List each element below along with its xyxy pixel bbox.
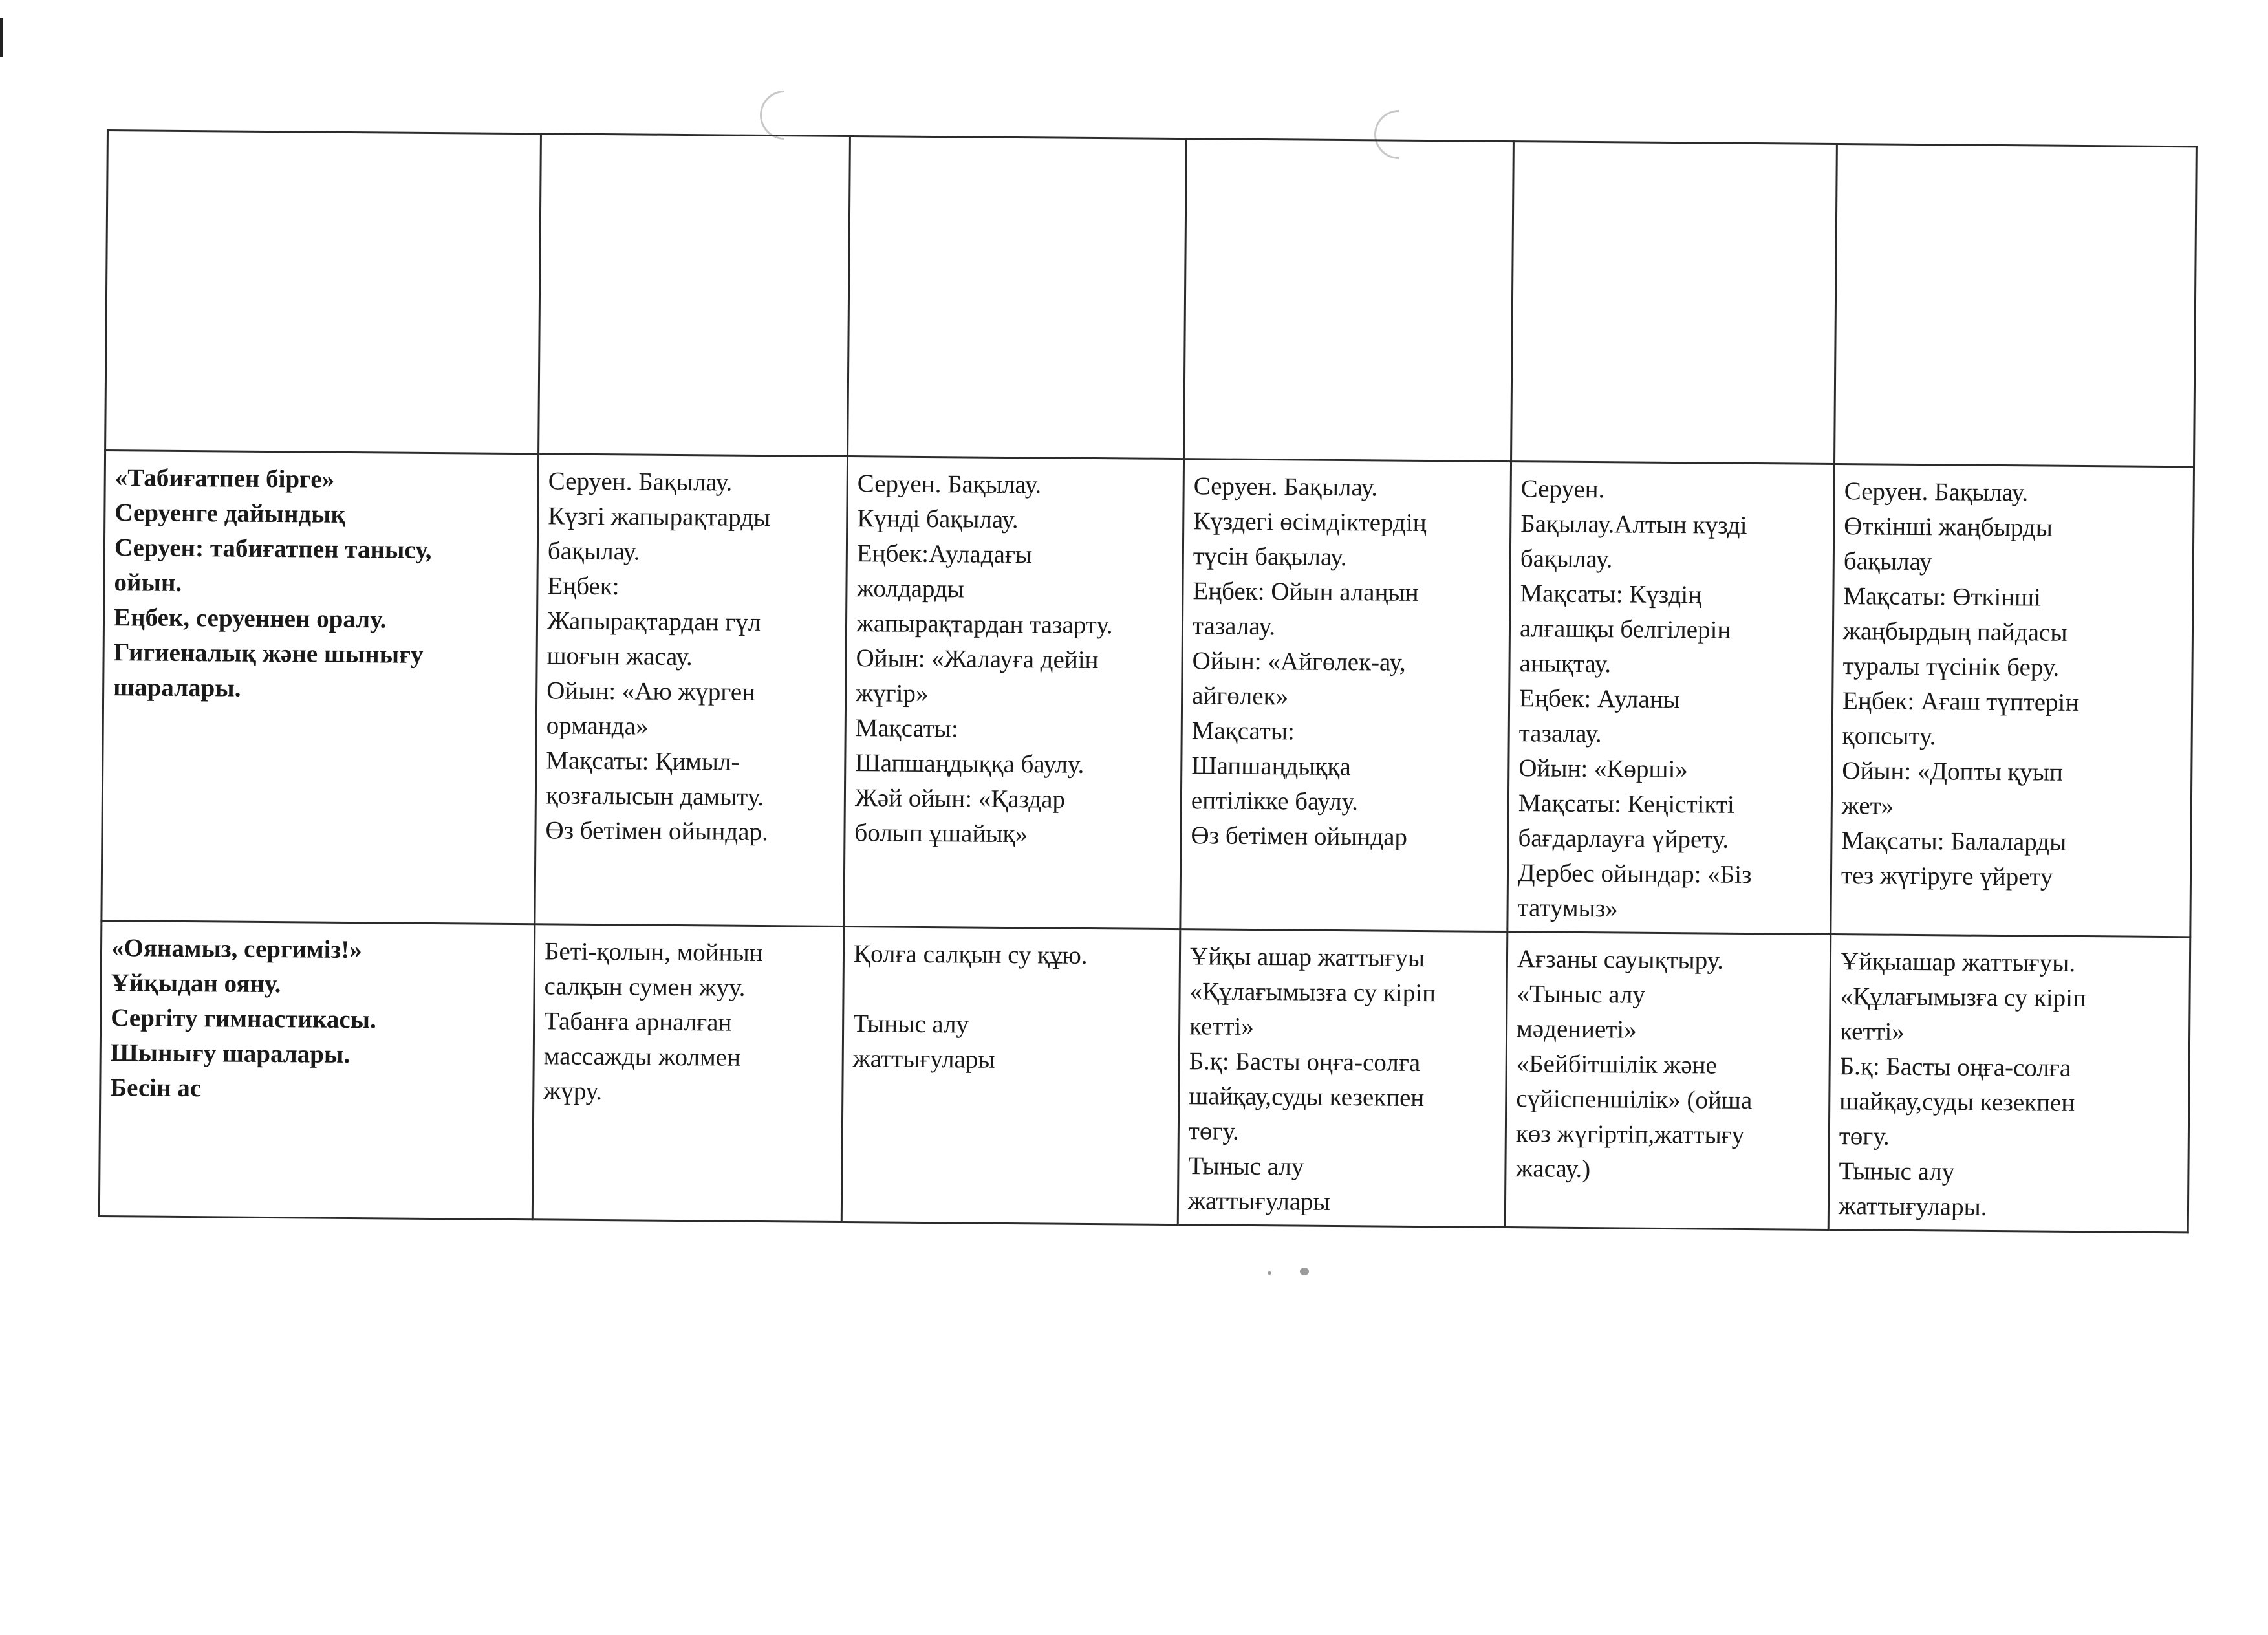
cell-line: кетті»: [1189, 1012, 1255, 1041]
cell-line: Ойын: «Айгөлек-ау,: [1192, 647, 1406, 677]
cell-line: шаралары.: [113, 673, 241, 702]
cell-line: Сергіту гимнастикасы.: [111, 1004, 376, 1034]
day-cell: [539, 134, 850, 457]
cell-line: төгу.: [1839, 1122, 1890, 1151]
cell-line: Мақсаты: Өткінші: [1843, 582, 2042, 612]
cell-line: көз жүгіртіп,жаттығу: [1515, 1120, 1745, 1149]
day-cell: [1184, 139, 1514, 462]
cell-line: «Бейбітшілік және: [1516, 1050, 1717, 1079]
cell-line: Күнді бақылау.: [857, 504, 1019, 534]
cell-line: жаттығулары: [852, 1045, 995, 1074]
day-cell: [532, 924, 844, 1222]
cell-line: бақылау.: [547, 537, 640, 566]
cell-line: Ойын: «Аю жүрген: [546, 677, 756, 706]
day-cell: [1178, 929, 1507, 1228]
cell-line: Еңбек:Ауладағы: [856, 539, 1033, 569]
cell-line: жүру.: [543, 1077, 603, 1106]
row-heading-cell: [105, 131, 541, 454]
cell-line: шоғын жасау.: [546, 642, 693, 671]
cell-line: «Тыныс алу: [1517, 980, 1646, 1009]
cell-line: Еңбек: Ағаш түптерін: [1842, 687, 2079, 717]
row-heading-cell: [99, 920, 535, 1219]
scan-speck: [1300, 1268, 1309, 1275]
cell-line: бақылау.: [1520, 545, 1613, 574]
cell-line: [853, 971, 1169, 1009]
cell-line: Серуен: табиғатпен танысу,: [114, 534, 432, 564]
cell-line: Өз бетімен ойындар.: [545, 816, 768, 847]
cell-line: Ағзаны сауықтыру.: [1517, 945, 1724, 975]
table-row-walk: [102, 450, 2194, 937]
cell-line: Еңбек, серуеннен оралу.: [113, 603, 387, 634]
cell-line: жасау.): [1515, 1154, 1591, 1184]
cell-line: Ұйқы ашар жаттығуы: [1189, 942, 1425, 973]
cell-line: болып ұшайық»: [854, 819, 1028, 849]
cell-line: шайқау,суды кезекпен: [1839, 1087, 2075, 1117]
cell-line: тез жүгіруге үйрету: [1841, 861, 2053, 891]
cell-line: Күзгі жапырақтарды: [548, 502, 771, 532]
cell-line: Ойын: «Көрші»: [1518, 754, 1689, 784]
cell-line: Жапырақтардан гүл: [546, 607, 761, 636]
plan-sheet: [98, 129, 2196, 1233]
cell-line: бағдарлауға үйрету.: [1518, 824, 1729, 854]
cell-line: тазалау.: [1192, 612, 1276, 641]
cell-line: Серуен.: [1520, 475, 1605, 504]
table-row-empty: [105, 131, 2197, 467]
cell-line: Гигиеналық және шынығу: [113, 638, 424, 669]
cell-line: Жәй ойын: «Қаздар: [854, 784, 1066, 814]
cell-line: Ойын: «Допты қуып: [1842, 757, 2064, 786]
cell-line: орманда»: [546, 711, 649, 741]
day-cell: [1505, 932, 1831, 1230]
cell-line: Серуен. Бақылау.: [1193, 472, 1378, 502]
cell-line: жүгір»: [856, 679, 929, 708]
cell-line: Ойын: «Жалауға дейін: [856, 644, 1099, 675]
cell-line: жолдарды: [856, 574, 965, 603]
cell-line: Мақсаты:: [1191, 717, 1295, 746]
daily-plan-table: [98, 129, 2198, 1233]
cell-line: Мақсаты: Қимыл-: [546, 746, 740, 776]
cell-line: Мақсаты: Кеңістікті: [1518, 789, 1734, 819]
cell-line: Беті-қолын, мойнын: [544, 937, 763, 968]
cell-line: алғашқы белгілерін: [1519, 614, 1731, 644]
cell-line: Тыныс алу: [1839, 1157, 1955, 1186]
cell-line: Өз бетімен ойындар: [1191, 821, 1408, 851]
cell-line: Мақсаты: Балаларды: [1841, 827, 2067, 856]
cell-line: Мақсаты:: [855, 714, 959, 743]
cell-line: «Құлағымызға су кіріп: [1189, 977, 1436, 1008]
cell-line: қопсыту.: [1842, 722, 1936, 751]
day-cell: [1180, 459, 1511, 932]
cell-line: Серуен. Бақылау.: [1844, 477, 2029, 507]
table-row-wake: [99, 920, 2190, 1232]
cell-line: Дербес ойындар: «Біз: [1517, 859, 1752, 889]
cell-line: Шапшаңдыққа баулу.: [855, 749, 1085, 779]
cell-line: қозғалысын дамыту.: [545, 781, 764, 812]
day-cell: [841, 926, 1180, 1224]
day-cell: [535, 454, 848, 927]
cell-line: Күздегі өсімдіктердің: [1193, 507, 1427, 537]
cell-line: мәдениеті»: [1516, 1015, 1637, 1044]
cell-line: кетті»: [1839, 1017, 1905, 1046]
cell-line: татумыз»: [1517, 894, 1618, 923]
cell-line: жаңбырдың пайдасы: [1842, 617, 2068, 647]
day-cell: [1831, 464, 2194, 937]
cell-line: Б.қ: Басты оңға-солға: [1839, 1052, 2071, 1082]
day-cell: [1828, 934, 2190, 1232]
cell-line: Ұйқыдан ояну.: [111, 969, 281, 999]
cell-line: Өткінші жаңбырды: [1844, 512, 2053, 542]
cell-line: Қолға салқын су құю.: [853, 940, 1088, 969]
cell-line: Тыныс алу: [1188, 1152, 1304, 1181]
cell-line: Серуенге дайындық: [114, 499, 346, 528]
cell-line: Шынығу шаралары.: [110, 1039, 351, 1068]
cell-line: жапырақтардан тазарту.: [856, 609, 1113, 640]
cell-line: Еңбек:: [547, 572, 620, 601]
cell-line: жаттығулары: [1187, 1187, 1330, 1216]
cell-line: Еңбек: Ауланы: [1518, 684, 1681, 714]
scan-speck: [1268, 1271, 1271, 1275]
cell-line: «Оянамыз, сергиміз!»: [111, 934, 362, 964]
cell-line: Шапшаңдыққа: [1191, 752, 1351, 781]
day-cell: [844, 457, 1184, 929]
cell-line: Ұйқыашар жаттығуы.: [1840, 947, 2076, 977]
cell-line: «Құлағымызға су кіріп: [1840, 982, 2087, 1013]
cell-line: туралы түсінік беру.: [1842, 652, 2060, 682]
day-cell: [1835, 144, 2197, 467]
cell-line: тазалау.: [1518, 719, 1602, 748]
cell-line: төгу.: [1188, 1117, 1239, 1145]
cell-line: анықтау.: [1519, 649, 1612, 678]
cell-line: жаттығулары.: [1838, 1192, 1987, 1221]
cell-line: түсін бақылау.: [1193, 542, 1347, 572]
cell-line: Бесін ас: [110, 1074, 202, 1103]
day-cell: [1511, 142, 1837, 464]
cell-line: салқын сумен жуу.: [544, 972, 746, 1002]
cell-line: ептілікке баулу.: [1191, 786, 1359, 816]
cell-line: Б.қ: Басты оңға-солға: [1189, 1047, 1421, 1077]
scan-edge-mark: [0, 18, 3, 57]
cell-line: Серуен. Бақылау.: [857, 470, 1042, 499]
cell-line: Еңбек: Ойын алаңын: [1193, 577, 1419, 607]
cell-line: «Табиғатпен бірге»: [114, 464, 335, 493]
cell-line: бақылау: [1843, 547, 1932, 576]
cell-line: массажды жолмен: [543, 1042, 741, 1072]
row-heading-cell: [102, 450, 539, 924]
cell-line: Мақсаты: Күздің: [1520, 579, 1702, 609]
cell-line: Табанға арналған: [544, 1007, 732, 1037]
cell-line: Бақылау.Алтын күзді: [1520, 510, 1747, 539]
cell-line: ойын.: [114, 568, 182, 597]
cell-line: Серуен. Бақылау.: [548, 467, 733, 497]
day-cell: [1507, 462, 1835, 935]
day-cell: [848, 136, 1187, 459]
cell-line: сүйіспеншілік» (ойша: [1516, 1085, 1753, 1115]
cell-line: айгөлек»: [1192, 682, 1289, 711]
cell-line: Тыныс алу: [853, 1010, 969, 1039]
cell-line: шайқау,суды кезекпен: [1189, 1082, 1425, 1112]
cell-line: жет»: [1841, 792, 1894, 820]
